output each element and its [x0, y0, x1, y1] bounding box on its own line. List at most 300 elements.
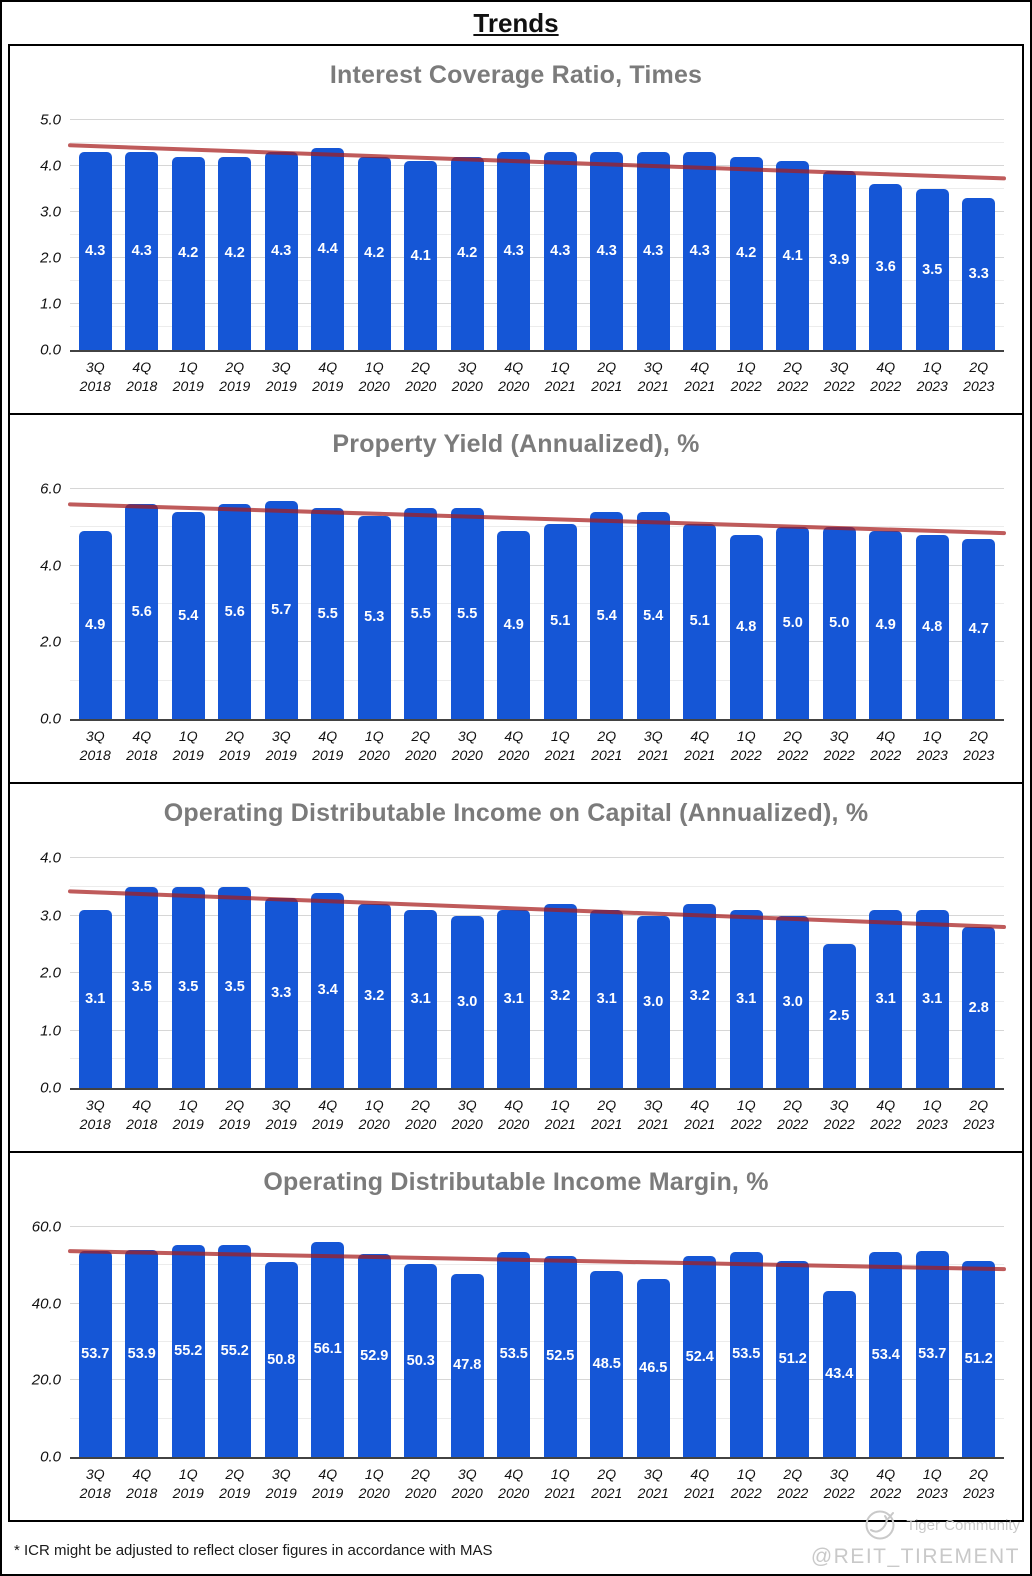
y-axis-tick-label: 4.0	[40, 849, 61, 867]
bar-slot	[398, 489, 445, 719]
y-axis-tick-label: 0.0	[40, 1079, 61, 1097]
bar	[962, 539, 995, 719]
bar-slot	[491, 1227, 538, 1457]
bar-slot	[630, 120, 677, 350]
bar	[730, 910, 763, 1088]
bar	[404, 508, 437, 719]
x-axis-category-label: 1Q 2023	[916, 728, 948, 763]
bar	[683, 152, 716, 350]
bar	[544, 904, 577, 1088]
bar	[962, 1261, 995, 1457]
bar	[358, 157, 391, 350]
x-axis-category-label: 1Q 2022	[730, 1097, 762, 1132]
bar-slot	[444, 858, 491, 1088]
bar-slot	[444, 120, 491, 350]
x-axis-category-label: 1Q 2019	[172, 728, 204, 763]
bar-slot	[491, 120, 538, 350]
bar	[125, 152, 158, 350]
bar	[776, 527, 809, 719]
y-axis-tick-label: 2.0	[40, 633, 61, 651]
bar-value-label: 5.7	[271, 601, 292, 618]
bar-value-label: 5.5	[457, 605, 478, 622]
bar-value-label: 5.6	[224, 603, 245, 620]
bar-value-label: 3.1	[503, 990, 524, 1007]
bar-value-label: 53.4	[871, 1346, 900, 1363]
bar	[265, 152, 298, 350]
bar-value-label: 4.3	[131, 243, 152, 260]
bar-slot	[398, 120, 445, 350]
bar	[544, 152, 577, 350]
bar-value-label: 4.1	[782, 247, 803, 264]
bar-value-label: 4.2	[364, 245, 385, 262]
bar-value-label: 52.9	[360, 1347, 389, 1364]
bar	[218, 157, 251, 350]
bar	[172, 157, 205, 350]
bar	[125, 887, 158, 1088]
x-axis-category-label: 2Q 2023	[963, 728, 995, 763]
bar	[683, 1256, 716, 1457]
bar-slot	[165, 120, 212, 350]
x-axis-category-label: 3Q 2018	[79, 728, 111, 763]
plot-area	[40, 480, 1004, 728]
bar-value-label: 5.6	[131, 603, 152, 620]
bar-value-label: 4.2	[224, 245, 245, 262]
bar-slot	[119, 489, 166, 719]
y-axis-tick-label: 5.0	[40, 111, 61, 129]
bar-slot	[212, 858, 259, 1088]
bar-value-label: 52.5	[546, 1348, 575, 1365]
watermark-brand-row	[811, 1508, 1020, 1542]
bar-value-label: 5.3	[364, 609, 385, 626]
bar-value-label: 4.2	[736, 245, 757, 262]
bar	[637, 512, 670, 719]
y-axis-tick-label: 0.0	[40, 1448, 61, 1466]
bar	[125, 1250, 158, 1457]
x-axis-category-label: 2Q 2022	[777, 1097, 809, 1132]
bar-slot	[770, 858, 817, 1088]
chart-title-property-yield: Property Yield (Annualized), %	[332, 430, 700, 458]
bar-slot	[537, 858, 584, 1088]
bar-value-label: 55.2	[174, 1343, 203, 1360]
bar	[311, 1242, 344, 1457]
bar-slot	[909, 1227, 956, 1457]
bar-slot	[165, 858, 212, 1088]
bar	[590, 152, 623, 350]
x-axis-category-label: 4Q 2018	[126, 1466, 158, 1501]
x-axis-category-label: 3Q 2021	[637, 728, 669, 763]
x-axis-category-label: 2Q 2019	[219, 1097, 251, 1132]
chart-panel-odi-margin	[8, 1151, 1024, 1522]
y-axis-tick-label: 4.0	[40, 157, 61, 175]
x-axis-category-label: 4Q 2021	[684, 1466, 716, 1501]
x-axis-category-label: 1Q 2021	[544, 1097, 576, 1132]
y-axis-tick-label: 40.0	[31, 1295, 61, 1313]
footer	[10, 1516, 1022, 1574]
bar-slot	[537, 489, 584, 719]
bar	[451, 508, 484, 719]
x-axis-category-label: 4Q 2021	[684, 1097, 716, 1132]
bar-value-label: 53.9	[127, 1345, 156, 1362]
bar-slot	[630, 858, 677, 1088]
bar	[590, 512, 623, 719]
bar-slot	[351, 120, 398, 350]
chart-panel-property-yield	[8, 413, 1024, 784]
bar-slot	[677, 120, 724, 350]
bar-value-label: 5.1	[689, 613, 710, 630]
bar	[776, 1261, 809, 1457]
bar	[823, 1291, 856, 1457]
bar-slot	[584, 1227, 631, 1457]
x-axis-category-label: 4Q 2021	[684, 359, 716, 394]
bar-value-label: 4.2	[178, 245, 199, 262]
bar	[683, 524, 716, 720]
x-axis-category-label: 3Q 2022	[823, 359, 855, 394]
bar-value-label: 55.2	[220, 1343, 249, 1360]
bar-value-label: 2.8	[968, 999, 989, 1016]
bar-value-label: 3.1	[410, 990, 431, 1007]
chart-title-odi-margin: Operating Distributable Income Margin, %	[263, 1168, 769, 1196]
bar	[869, 910, 902, 1088]
bar-value-label: 3.6	[875, 259, 896, 276]
x-axis-category-label: 3Q 2020	[451, 1466, 483, 1501]
bar	[869, 531, 902, 719]
bar	[311, 508, 344, 719]
bar-slot	[305, 1227, 352, 1457]
x-axis-category-label: 3Q 2020	[451, 1097, 483, 1132]
bar-slot	[956, 120, 1003, 350]
bar	[451, 157, 484, 350]
x-axis-category-label: 3Q 2021	[637, 359, 669, 394]
x-axis-category-label: 4Q 2019	[312, 359, 344, 394]
bar-value-label: 51.2	[778, 1350, 807, 1367]
bar-slot	[816, 120, 863, 350]
bar	[451, 1274, 484, 1457]
bar-slot	[770, 489, 817, 719]
bar	[544, 1256, 577, 1457]
y-axis-tick-label: 1.0	[40, 295, 61, 313]
x-axis-category-label: 1Q 2022	[730, 728, 762, 763]
bar-slot	[444, 489, 491, 719]
bar	[869, 1252, 902, 1457]
y-axis-tick-label: 2.0	[40, 249, 61, 267]
x-axis-category-label: 2Q 2023	[963, 1097, 995, 1132]
x-axis-category-label: 1Q 2021	[544, 359, 576, 394]
watermark	[811, 1508, 1020, 1569]
chart-property-yield	[18, 473, 1014, 778]
bar-slot	[72, 489, 119, 719]
bar-value-label: 3.5	[131, 979, 152, 996]
bar-slot	[909, 489, 956, 719]
x-axis-category-label: 2Q 2022	[777, 1466, 809, 1501]
y-axis-tick-label: 3.0	[40, 203, 61, 221]
bar	[916, 910, 949, 1088]
x-axis-category-label: 4Q 2022	[870, 1097, 902, 1132]
bar	[404, 161, 437, 350]
bar	[776, 916, 809, 1089]
bar-value-label: 56.1	[313, 1341, 342, 1358]
bar-slot	[305, 120, 352, 350]
bar-value-label: 5.0	[829, 615, 850, 632]
bar-slot	[119, 120, 166, 350]
bar-slot	[909, 858, 956, 1088]
y-axis-tick-label: 2.0	[40, 964, 61, 982]
bar-slot	[816, 489, 863, 719]
bar	[869, 184, 902, 350]
bar-value-label: 47.8	[453, 1357, 482, 1374]
y-axis-tick-label: 3.0	[40, 907, 61, 924]
bar	[544, 524, 577, 720]
bar	[637, 916, 670, 1089]
bar-value-label: 4.3	[689, 243, 710, 260]
bar-value-label: 5.5	[410, 605, 431, 622]
bar-value-label: 53.5	[499, 1346, 528, 1363]
bar-value-label: 3.5	[224, 979, 245, 996]
bar-slot	[956, 1227, 1003, 1457]
bar-value-label: 3.2	[689, 988, 710, 1004]
bar	[497, 1252, 530, 1457]
bar-value-label: 3.2	[364, 988, 385, 1004]
bar-slot	[491, 858, 538, 1088]
x-axis-labels	[70, 1096, 1004, 1134]
bar-value-label: 52.4	[685, 1348, 714, 1365]
bar	[497, 910, 530, 1088]
bar-value-label: 4.8	[922, 619, 943, 635]
bar	[358, 516, 391, 719]
bar	[823, 944, 856, 1088]
bar-value-label: 4.3	[550, 243, 571, 260]
bar-slot	[72, 858, 119, 1088]
bar	[79, 531, 112, 719]
bar	[311, 893, 344, 1089]
bar-slot	[398, 1227, 445, 1457]
bar-slot	[956, 858, 1003, 1088]
bar-slot	[212, 489, 259, 719]
bar	[823, 171, 856, 350]
bar-slot	[305, 858, 352, 1088]
bar	[265, 1262, 298, 1457]
bar-slot	[584, 489, 631, 719]
x-axis-category-label: 4Q 2022	[870, 359, 902, 394]
x-axis-category-label: 2Q 2023	[963, 1466, 995, 1501]
bar-value-label: 46.5	[639, 1359, 668, 1376]
bar-slot	[398, 858, 445, 1088]
x-axis-category-label: 2Q 2023	[963, 359, 995, 394]
bar-slot	[491, 489, 538, 719]
x-axis-category-label: 1Q 2023	[916, 1097, 948, 1132]
bar-value-label: 3.1	[922, 990, 943, 1007]
chart-interest-coverage-ratio	[18, 104, 1014, 409]
bar-slot	[630, 1227, 677, 1457]
x-axis-category-label: 2Q 2021	[591, 728, 623, 763]
bar	[590, 1271, 623, 1457]
bar	[730, 535, 763, 719]
bar-slot	[863, 120, 910, 350]
bar-slot	[444, 1227, 491, 1457]
bar	[79, 910, 112, 1088]
bar-slot	[677, 489, 724, 719]
plot-area	[31, 1218, 1004, 1466]
x-axis-category-label: 4Q 2022	[870, 1466, 902, 1501]
bar-value-label: 53.7	[918, 1346, 947, 1363]
bar	[497, 152, 530, 350]
bar	[311, 148, 344, 350]
bar-value-label: 3.1	[85, 990, 106, 1007]
bar-value-label: 50.3	[406, 1352, 435, 1369]
x-axis-category-label: 2Q 2021	[591, 1466, 623, 1501]
x-axis-category-label: 1Q 2019	[172, 1466, 204, 1501]
bar-slot	[770, 1227, 817, 1457]
bar	[962, 927, 995, 1088]
bars-group	[70, 120, 1004, 350]
x-axis-category-label: 1Q 2021	[544, 728, 576, 763]
bar-value-label: 3.4	[317, 982, 338, 999]
x-axis-category-label: 1Q 2019	[172, 359, 204, 394]
x-axis-category-label: 4Q 2022	[870, 728, 902, 763]
chart-panel-interest-coverage-ratio	[8, 44, 1024, 415]
x-axis-category-label: 2Q 2020	[405, 728, 437, 763]
x-axis-category-label: 3Q 2019	[265, 359, 297, 394]
watermark-brand-label: Tiger Community	[906, 1516, 1020, 1534]
bar-slot	[816, 1227, 863, 1457]
bar-slot	[351, 489, 398, 719]
bar-value-label: 3.3	[271, 985, 292, 1002]
bar	[637, 1279, 670, 1457]
bar-slot	[677, 1227, 724, 1457]
bar-slot	[723, 1227, 770, 1457]
y-axis-tick-label: 60.0	[31, 1218, 61, 1236]
x-axis-category-label: 3Q 2018	[79, 1097, 111, 1132]
bar-slot	[165, 1227, 212, 1457]
bar-value-label: 5.0	[782, 615, 803, 632]
bar-value-label: 3.0	[643, 993, 664, 1010]
x-axis-category-label: 1Q 2020	[358, 1466, 390, 1501]
x-axis-category-label: 1Q 2022	[730, 1466, 762, 1501]
bar	[404, 1264, 437, 1457]
x-axis-category-label: 2Q 2020	[405, 1097, 437, 1132]
bar-value-label: 4.3	[85, 243, 106, 260]
bar-slot	[816, 858, 863, 1088]
bar-value-label: 5.4	[643, 607, 664, 624]
bar-slot	[537, 120, 584, 350]
bars-group	[70, 1227, 1004, 1457]
plot-area	[40, 111, 1004, 359]
bar-slot	[258, 120, 305, 350]
x-axis-category-label: 4Q 2018	[126, 359, 158, 394]
bar-slot	[863, 858, 910, 1088]
chart-panel-odi-on-capital	[8, 782, 1024, 1153]
bar-value-label: 3.3	[968, 266, 989, 283]
bars-group	[70, 858, 1004, 1088]
bar-value-label: 48.5	[592, 1356, 621, 1373]
bar	[218, 887, 251, 1088]
bar-value-label: 5.4	[596, 607, 617, 624]
bar	[730, 1252, 763, 1457]
bar-value-label: 4.3	[271, 243, 292, 260]
bar	[79, 152, 112, 350]
x-axis-category-label: 2Q 2020	[405, 1466, 437, 1501]
bar-value-label: 4.4	[317, 240, 338, 257]
bar	[172, 1245, 205, 1457]
bar-value-label: 3.0	[457, 993, 478, 1010]
x-axis-category-label: 1Q 2023	[916, 1466, 948, 1501]
bar-value-label: 50.8	[267, 1351, 296, 1368]
bar	[590, 910, 623, 1088]
y-axis-tick-label: 1.0	[40, 1022, 61, 1039]
bar-slot	[909, 120, 956, 350]
bar-value-label: 4.3	[643, 243, 664, 260]
x-axis-category-label: 2Q 2021	[591, 1097, 623, 1132]
bar-slot	[351, 1227, 398, 1457]
y-axis-tick-label: 0.0	[40, 710, 61, 728]
bar-slot	[584, 120, 631, 350]
bar	[962, 198, 995, 350]
bar-value-label: 53.7	[81, 1346, 110, 1363]
bar-value-label: 4.3	[596, 243, 617, 260]
x-axis-category-label: 1Q 2019	[172, 1097, 204, 1132]
x-axis-category-label: 3Q 2021	[637, 1466, 669, 1501]
bar-slot	[258, 489, 305, 719]
x-axis-category-label: 3Q 2018	[79, 1466, 111, 1501]
bar-slot	[212, 1227, 259, 1457]
x-axis-labels	[70, 727, 1004, 765]
bar-slot	[723, 120, 770, 350]
x-axis-category-label: 3Q 2022	[823, 1097, 855, 1132]
chart-title-interest-coverage-ratio: Interest Coverage Ratio, Times	[329, 61, 703, 89]
y-axis-tick-label: 6.0	[40, 480, 61, 498]
bar	[125, 504, 158, 719]
x-axis-category-label: 4Q 2020	[498, 1097, 530, 1132]
y-axis-tick-label: 0.0	[40, 341, 61, 359]
bar-value-label: 43.4	[825, 1365, 854, 1382]
x-axis-category-label: 3Q 2019	[265, 1466, 297, 1501]
bar	[404, 910, 437, 1088]
bar	[358, 1254, 391, 1457]
bar	[172, 887, 205, 1088]
x-axis-category-label: 2Q 2022	[777, 359, 809, 394]
bar	[451, 916, 484, 1089]
bar-value-label: 4.3	[503, 243, 524, 260]
x-axis-category-label: 3Q 2022	[823, 728, 855, 763]
page-title: Trends	[473, 8, 559, 38]
bar	[265, 898, 298, 1088]
bar-value-label: 51.2	[964, 1350, 993, 1367]
x-axis-category-label: 2Q 2022	[777, 728, 809, 763]
bar-slot	[630, 489, 677, 719]
bar-value-label: 4.9	[85, 617, 106, 634]
x-axis-category-label: 3Q 2018	[79, 359, 111, 394]
bar-slot	[956, 489, 1003, 719]
bar	[683, 904, 716, 1088]
bar-slot	[723, 858, 770, 1088]
bar-slot	[119, 1227, 166, 1457]
plot-area	[40, 849, 1004, 1097]
x-axis-category-label: 1Q 2020	[358, 359, 390, 394]
bar	[358, 904, 391, 1088]
x-axis-category-label: 3Q 2019	[265, 1097, 297, 1132]
watermark-handle: @REIT_TIREMENT	[810, 1545, 1020, 1568]
bar	[916, 535, 949, 719]
bar-value-label: 3.9	[829, 252, 850, 269]
x-axis-labels	[70, 1465, 1004, 1503]
bar-value-label: 4.2	[457, 245, 478, 262]
bar-slot	[72, 120, 119, 350]
bar-slot	[258, 858, 305, 1088]
bar-value-label: 5.4	[178, 607, 199, 624]
bar-slot	[723, 489, 770, 719]
x-axis-category-label: 4Q 2020	[498, 359, 530, 394]
x-axis-category-label: 4Q 2019	[312, 1466, 344, 1501]
x-axis-category-label: 1Q 2022	[730, 359, 762, 394]
